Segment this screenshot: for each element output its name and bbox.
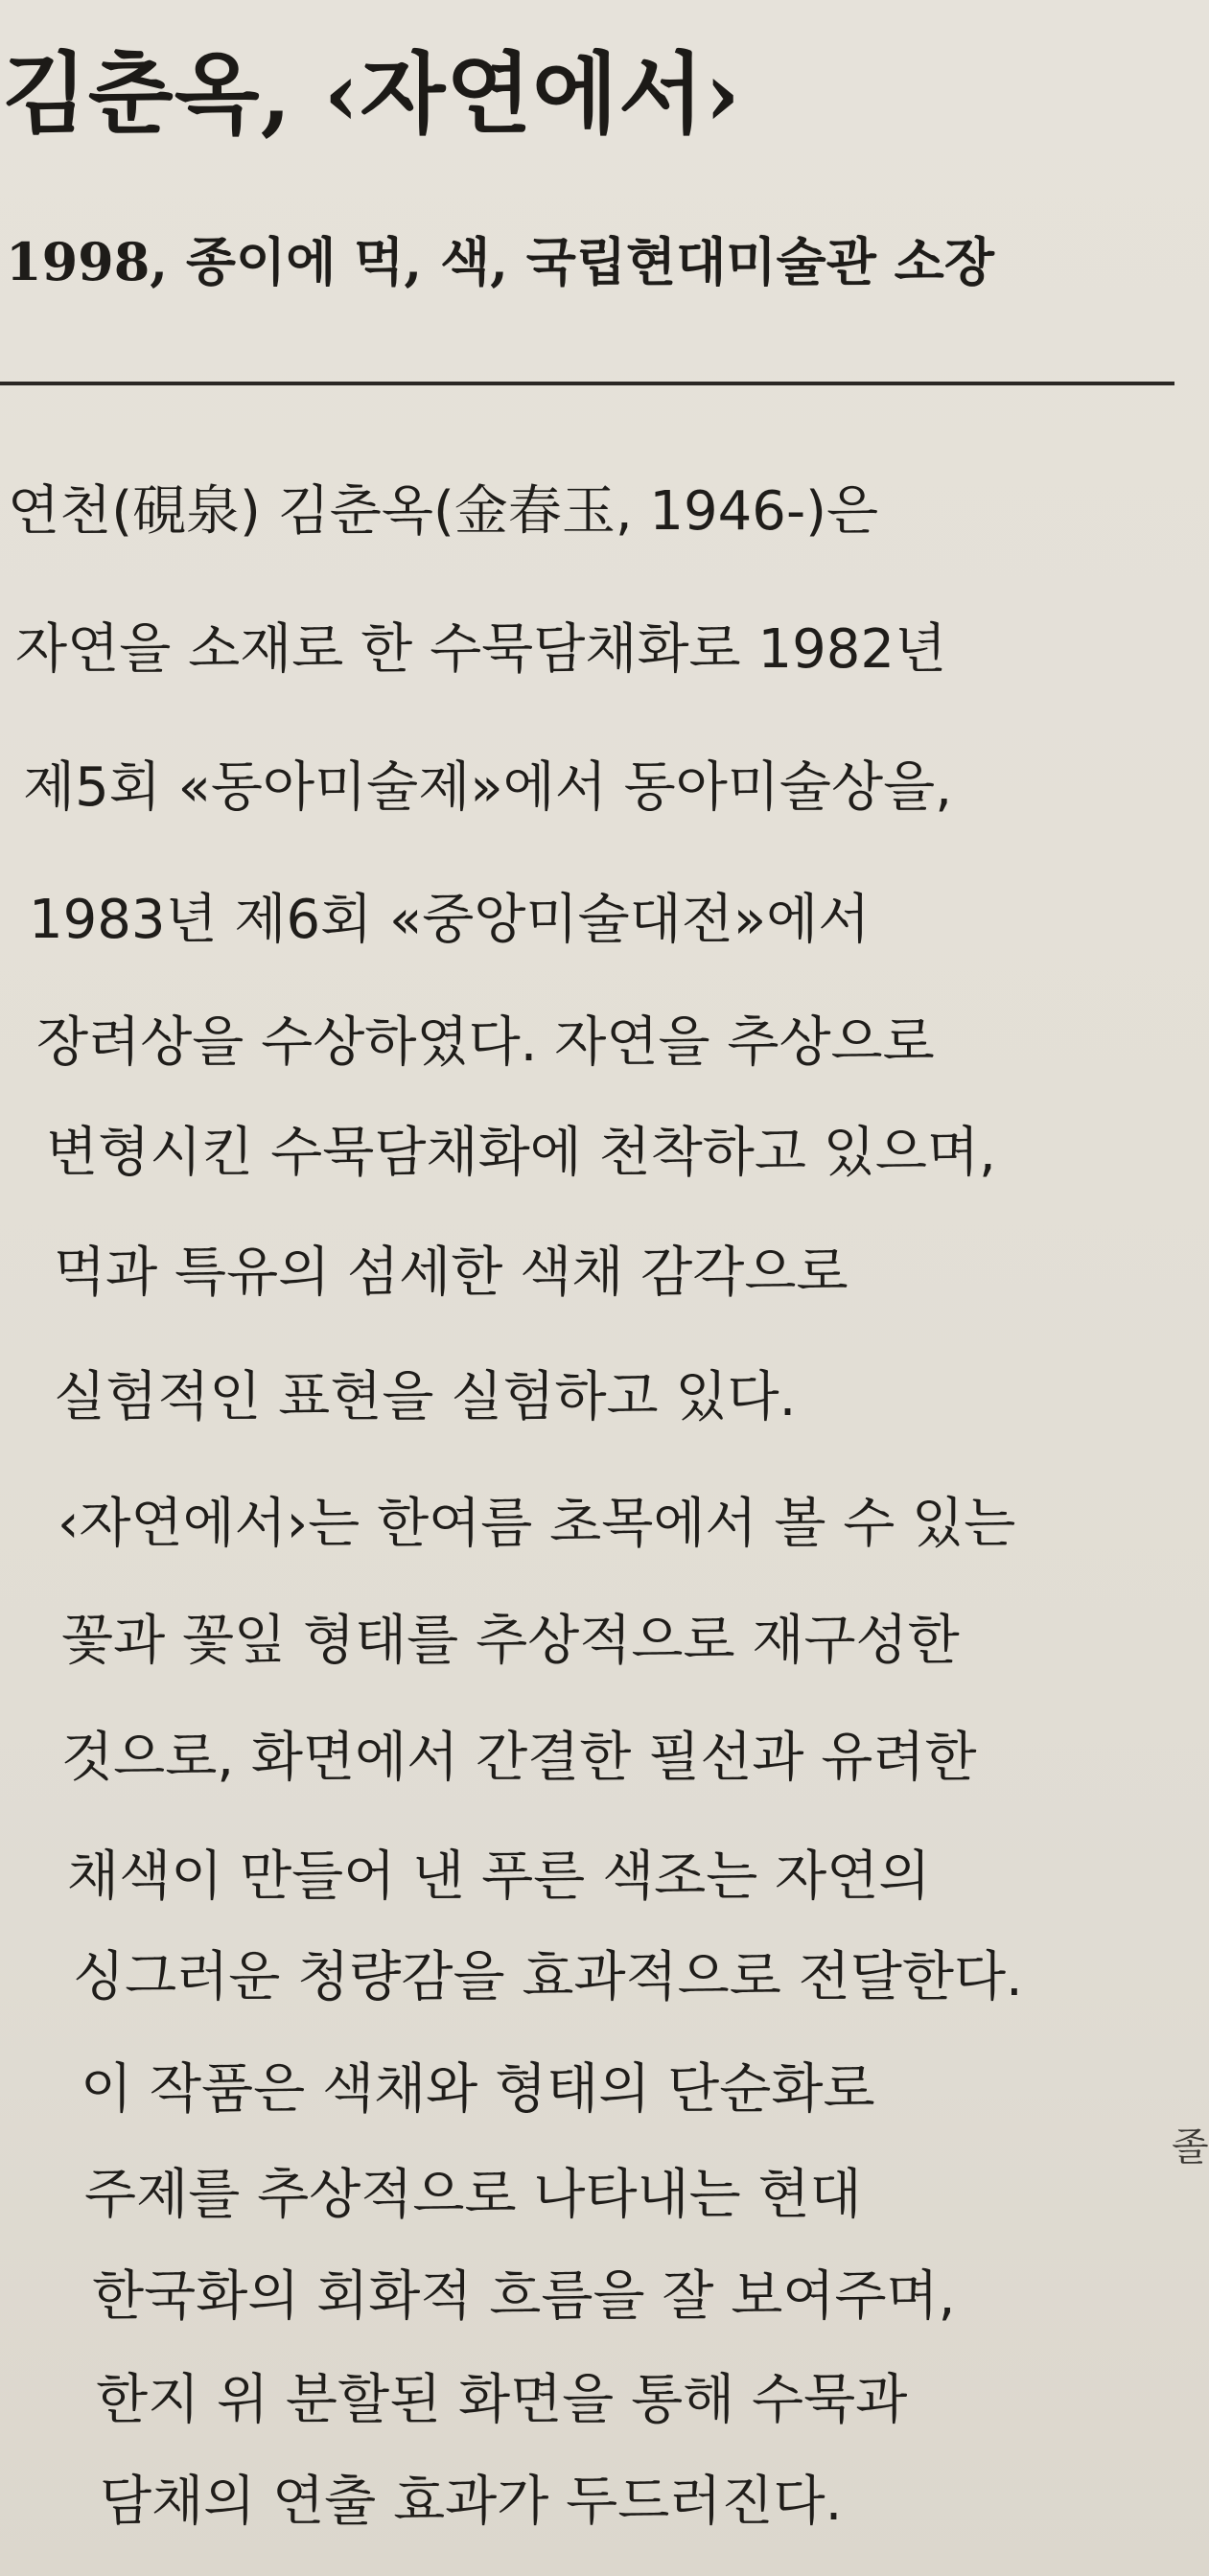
artwork-details: 1998, 종이에 먹, 색, 국립현대미술관 소장 [6, 231, 994, 292]
description-line: 주제를 추상적으로 나타내는 현대 [84, 2164, 862, 2226]
description-line: 자연을 소재로 한 수묵담채화로 1982년 [15, 618, 947, 681]
description-line: 채색이 만들어 낸 푸른 색조는 자연의 [67, 1845, 931, 1908]
description-line: 꽃과 꽃잎 형태를 추상적으로 재구성한 [61, 1610, 960, 1672]
description-line: 이 작품은 색채와 형태의 단순화로 [81, 2058, 875, 2121]
cropped-edge-text: 졸 [1172, 2125, 1209, 2170]
description-line: 실험적인 표현을 실험하고 있다. [54, 1366, 797, 1428]
artwork-title: 김춘옥, ‹자연에서› [2, 42, 741, 146]
description-line: 변형시킨 수묵담채화에 천착하고 있으며, [46, 1122, 996, 1184]
description-line: 제5회 «동아미술제»에서 동아미술상을, [23, 756, 952, 819]
description-line: ‹자연에서›는 한여름 초목에서 볼 수 있는 [58, 1493, 1016, 1555]
description-line: 것으로, 화면에서 간결한 필선과 유려한 [61, 1727, 977, 1789]
description-line: 한국화의 회화적 흐름을 잘 보여주며, [92, 2265, 956, 2328]
description-line: 한지 위 분할된 화면을 통해 수묵과 [96, 2369, 908, 2431]
description-line: 연천(硯泉) 김춘옥(金春玉, 1946-)은 [8, 480, 879, 543]
description-line: 장려상을 수상하였다. 자연을 추상으로 [36, 1011, 935, 1074]
description-line: 담채의 연출 효과가 두드러진다. [100, 2471, 843, 2533]
description-line: 싱그러운 청량감을 효과적으로 전달한다. [73, 1946, 1023, 2008]
description-line: 1983년 제6회 «중앙미술대전»에서 [29, 889, 871, 951]
divider-rule [0, 382, 1174, 385]
description-line: 먹과 특유의 섬세한 색채 감각으로 [54, 1242, 849, 1304]
